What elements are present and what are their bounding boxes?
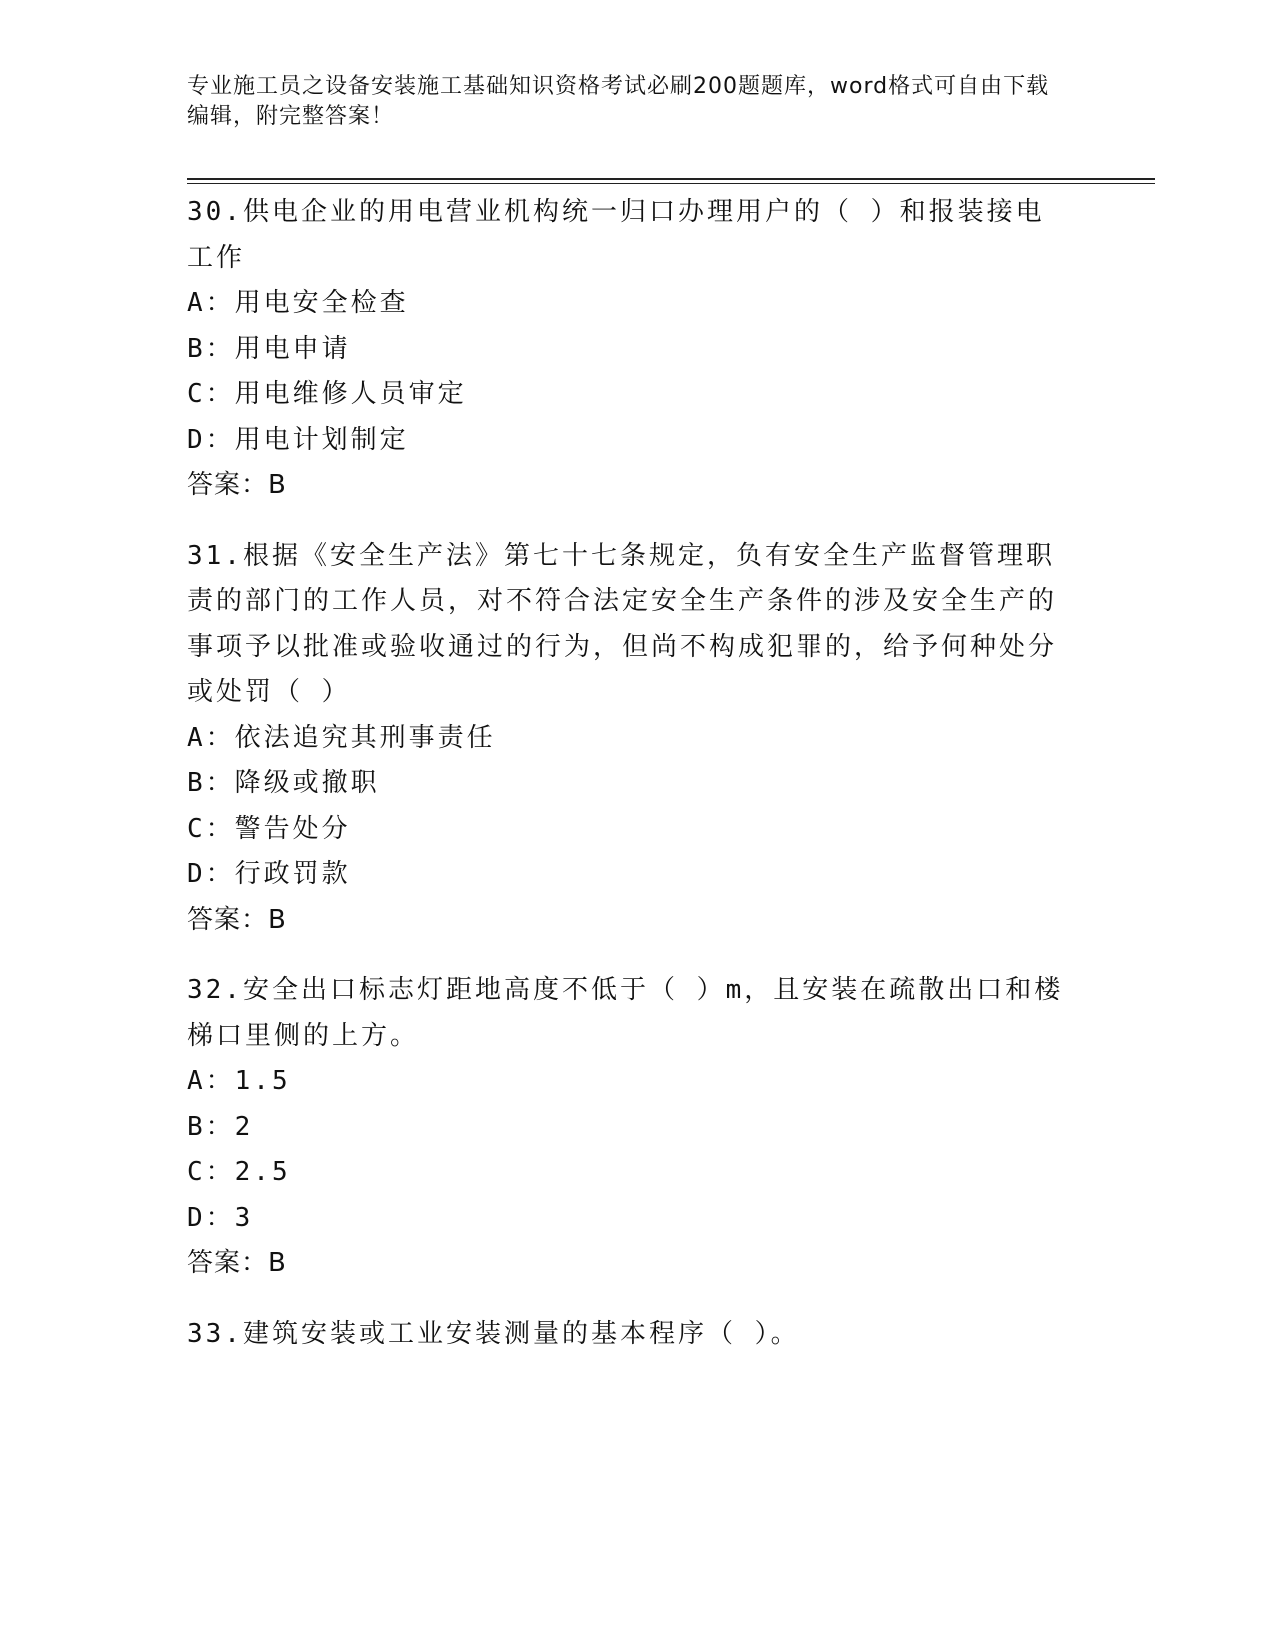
- option-c: C：警告处分: [187, 813, 351, 844]
- option-d: D：用电计划制定: [187, 424, 409, 455]
- answer-label: 答案：B: [187, 470, 287, 500]
- header-divider-thin: [187, 183, 1155, 184]
- question-stem: 33.建筑安装或工业安装测量的基本程序（ ）。: [187, 1318, 800, 1349]
- question-30: [187, 190, 1067, 509]
- question-stem: 32.安全出口标志灯距地高度不低于（ ）m，且安装在疏散出口和楼梯口里侧的上方。: [187, 975, 1064, 1051]
- option-b: B：2: [187, 1111, 254, 1142]
- option-b: B：降级或撤职: [187, 768, 380, 798]
- question-list: [187, 190, 1067, 1382]
- option-a: A：用电安全检查: [187, 288, 409, 318]
- answer-label: 答案：B: [187, 904, 287, 935]
- question-32: [187, 968, 1067, 1287]
- question-33: [187, 1312, 1067, 1358]
- document-header: 专业施工员之设备安装施工基础知识资格考试必刷200题题库，word格式可自由下载编辑，附完整答案！: [187, 74, 1050, 129]
- option-d: D：行政罚款: [187, 859, 351, 889]
- option-a: A：依法追究其刑事责任: [187, 722, 496, 753]
- header-divider-thick: [187, 178, 1155, 180]
- option-a: A：1.5: [187, 1066, 291, 1096]
- option-c: C：2.5: [187, 1157, 291, 1187]
- option-d: D：3: [187, 1202, 254, 1233]
- option-b: B：用电申请: [187, 333, 351, 364]
- question-stem: 31.根据《安全生产法》第七十七条规定，负有安全生产监督管理职责的部门的工作人员，对不符合法定安全生产条件的涉及安全生产的事项予以批准或验收通过的行为，但尚不构成犯罪的，给予何种处分或处罚（ ）: [187, 540, 1058, 707]
- answer-label: 答案：B: [187, 1248, 287, 1278]
- question-31: [187, 534, 1067, 944]
- option-c: C：用电维修人员审定: [187, 379, 467, 409]
- question-stem: 30.供电企业的用电营业机构统一归口办理用户的（ ）和报装接电工作: [187, 197, 1045, 273]
